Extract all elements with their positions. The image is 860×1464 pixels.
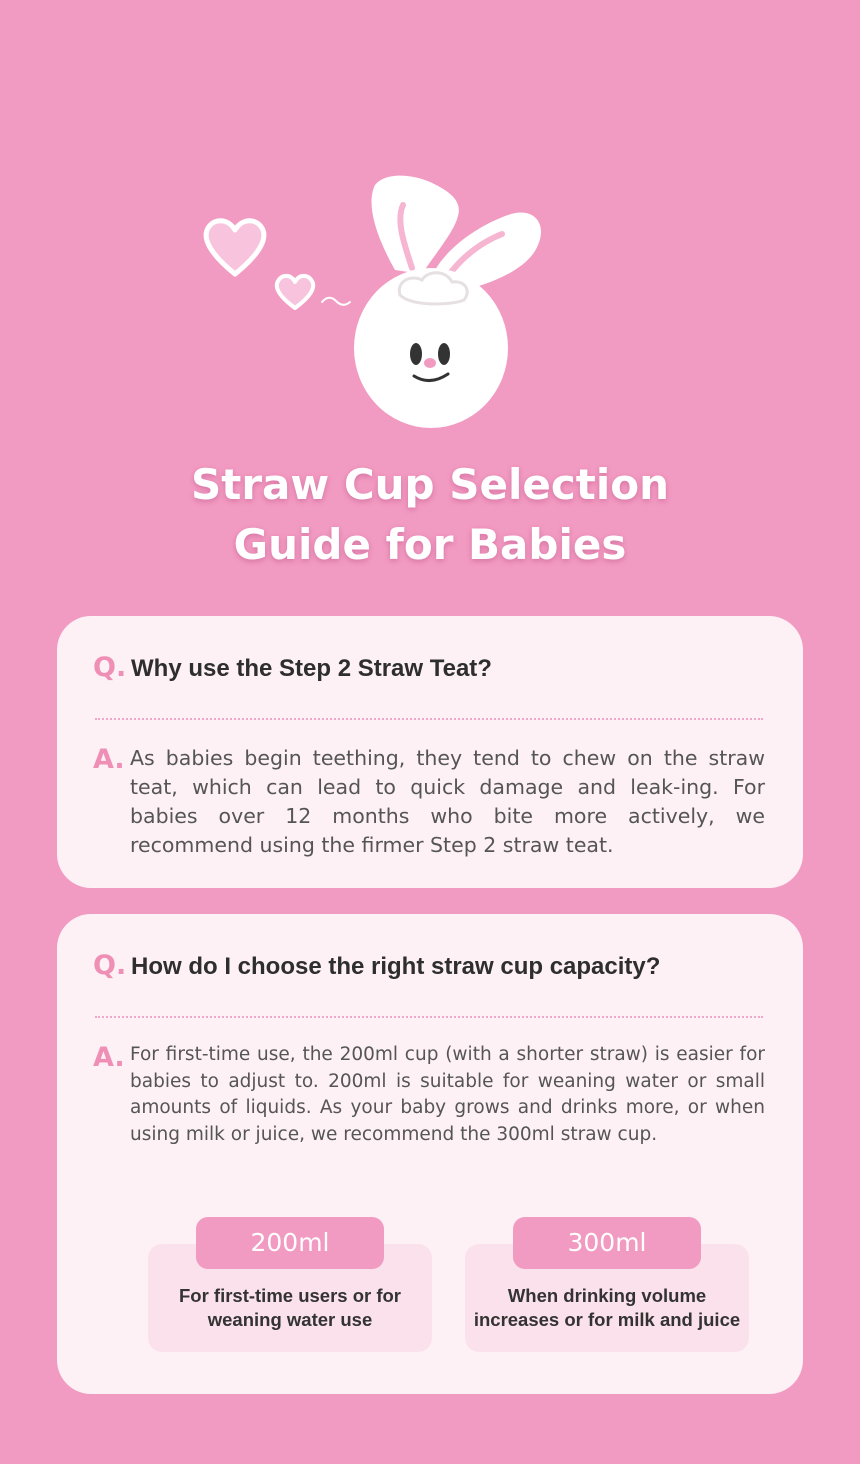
answer-row [93, 1042, 765, 1148]
page-title [0, 455, 860, 575]
question-text: Why use the Step 2 Straw Teat? [131, 655, 492, 682]
question-mark-label: Q. [93, 652, 127, 683]
capacity-description-line-2: increases or for milk and juice [473, 1309, 741, 1330]
bunny-mascot-icon [354, 176, 541, 428]
answer-text: As babies begin teething, they tend to chew on the straw teat, which can lead to quick damage and leak-ing. For babies over 12 months who bite more actively, we recommend using the firmer Step 2 straw teat. [130, 746, 765, 857]
faq-card-1 [57, 616, 803, 888]
capacity-description [148, 1284, 432, 1332]
heart-icon [206, 221, 264, 274]
faq-card-2 [57, 914, 803, 1394]
question-row [93, 950, 767, 981]
heart-icon [277, 276, 313, 308]
capacity-description-line-1: When drinking volume [507, 1285, 707, 1306]
capacity-option-300ml [465, 1228, 749, 1352]
capacity-description-line-2: weaning water use [207, 1309, 373, 1330]
capacity-description-line-1: For first-time users or for [178, 1285, 402, 1306]
answer-row [93, 744, 765, 860]
answer-mark-label: A. [93, 1042, 125, 1073]
capacity-label-pill: 300ml [513, 1217, 701, 1269]
dotted-divider [95, 718, 763, 720]
answer-text: For first-time use, the 200ml cup (with a shorter straw) is easier for babies to adjust to. 200ml is suitable for weaning water or small amounts of liquids. As your baby grows and drinks more, or when using milk or juice, we recommend the 300ml straw cup. [130, 1044, 765, 1145]
answer-mark-label: A. [93, 744, 125, 775]
capacity-description [465, 1284, 749, 1332]
title-line-2: Guide for Babies [233, 520, 627, 569]
question-row [93, 652, 767, 683]
bunny-mascot-illustration [190, 170, 570, 440]
capacity-label-pill: 200ml [196, 1217, 384, 1269]
question-mark-label: Q. [93, 950, 127, 981]
capacity-option-200ml [148, 1228, 432, 1352]
question-text: How do I choose the right straw cup capacity? [131, 953, 661, 980]
title-line-1: Straw Cup Selection [191, 460, 669, 509]
dotted-divider [95, 1016, 763, 1018]
